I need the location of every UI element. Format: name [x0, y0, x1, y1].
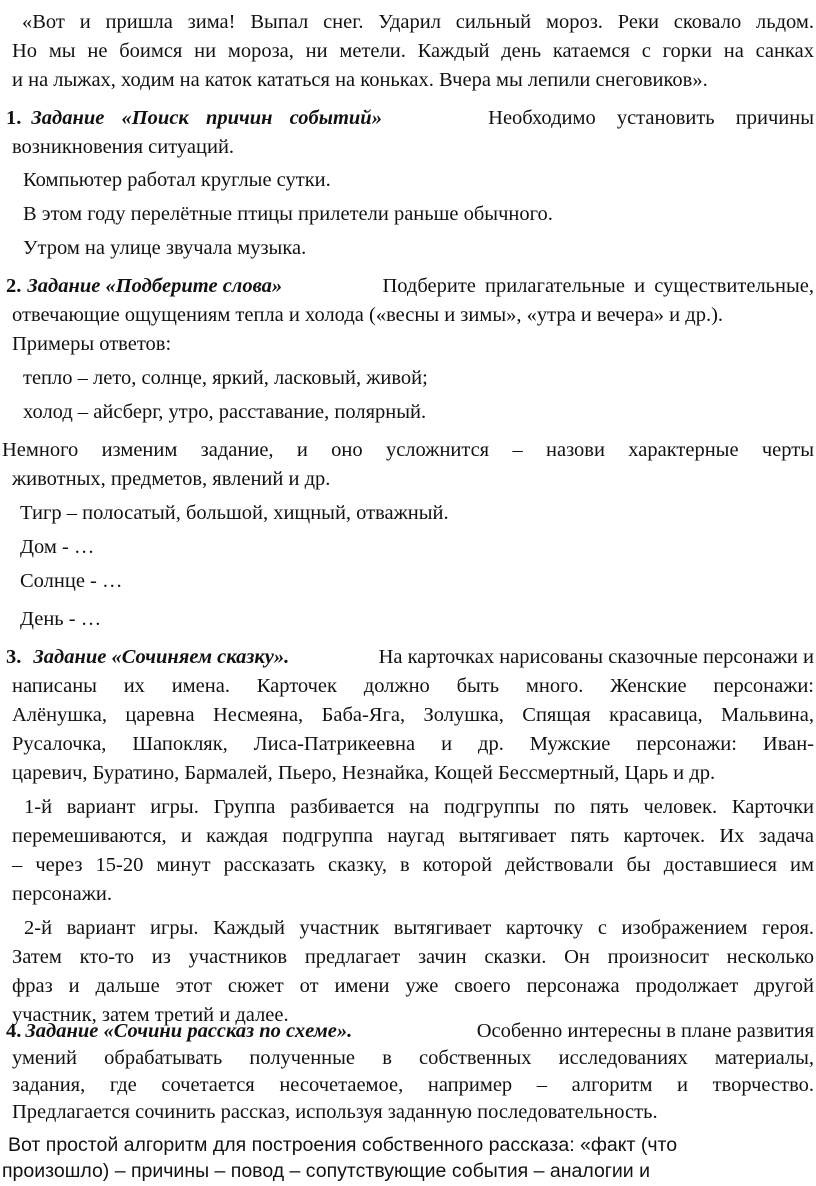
intro-line-1: «Вот и пришла зима! Выпал снег. Ударил сильный мороз. Реки сковало льдом. [22, 11, 814, 33]
task2-heading [6, 272, 814, 300]
task2-text-line-2: отвечающие ощущениям тепла и холода («весны и зимы», «утра и вечера» и др.). [12, 304, 724, 326]
task3-variant2-line-3: фраз и дальше этот сюжет от имени уже своего персонажа продолжает другой [12, 975, 814, 997]
task2-variant-line-2: животных, предметов, явлений и др. [12, 468, 331, 490]
task3-variant1-line-3: – через 15-20 минут рассказать сказку, в которой действовали бы доставшиеся им [12, 854, 814, 876]
task4-heading [6, 1017, 814, 1045]
task2-example-1: тепло – лето, солнце, яркий, ласковый, живой; [23, 367, 428, 389]
task2-variant-item-2: Дом - … [20, 536, 95, 558]
task3-text-line-1: На карточках нарисованы сказочные персонажи и [378, 646, 814, 668]
task1-item-3: Утром на улице звучала музыка. [23, 237, 307, 259]
task4-algorithm-line-2: произошло) – причины – повод – сопутствующие события – аналогии и [2, 1160, 650, 1182]
task4-text-line-3: задания, где сочетается несочетаемое, например – алгоритм и творчество. [12, 1074, 814, 1096]
task2-text-line-1: Подберите прилагательные и существительные, [382, 275, 814, 297]
task3-variant2-line-2: Затем кто-то из участников предлагает зачин сказки. Он произносит несколько [12, 946, 814, 968]
intro-line-3: и на лыжах, ходим на каток кататься на коньках. Вчера мы лепили снеговиков». [12, 69, 708, 91]
task4-text-line-4: Предлагается сочинить рассказ, используя заданную последовательность. [12, 1101, 658, 1123]
task3-variant1-line-2: перемешиваются, и каждая подгруппа наугад вытягивает пять карточек. Их задача [12, 825, 814, 847]
task4-text-line-1: Особенно интересны в плане развития [476, 1020, 814, 1042]
task1-heading [6, 104, 814, 132]
task4-number: 4. [6, 1020, 22, 1042]
task4-text-line-2: умений обрабатывать полученные в собственных исследованиях материалы, [12, 1047, 814, 1069]
task2-title: Задание «Подберите слова» [27, 275, 283, 297]
task3-variant2-line-4: участник, затем третий и далее. [12, 1004, 289, 1026]
intro-line-2: Но мы не боимся ни мороза, ни метели. Каждый день катаемся с горки на санках [12, 40, 814, 62]
task3-heading [6, 643, 814, 671]
task1-item-1: Компьютер работал круглые сутки. [23, 169, 331, 191]
task4-title: Задание «Сочини рассказ по схеме». [25, 1020, 353, 1042]
task2-variant-item-4: День - … [20, 608, 102, 630]
task3-variant1-line-1: 1-й вариант игры. Группа разбивается на подгруппы по пять человек. Карточки [24, 796, 814, 818]
task3-title: Задание «Сочиняем сказку». [33, 646, 290, 668]
task2-variant-item-3: Солнце - … [20, 570, 123, 592]
task3-text-line-2: написаны их имена. Карточек должно быть много. Женские персонажи: [12, 675, 814, 697]
task3-text-line-4: Русалочка, Шапокляк, Лиса-Патрикеевна и др. Мужские персонажи: Иван- [12, 733, 814, 755]
task2-variant-item-1: Тигр – полосатый, большой, хищный, отважный. [20, 502, 449, 524]
task3-variant2-line-1: 2-й вариант игры. Каждый участник вытягивает карточку с изображением героя. [24, 917, 814, 939]
task1-number: 1. [6, 107, 22, 129]
task3-variant1-line-4: персонажи. [12, 883, 112, 905]
task2-variant-line-1: Немного изменим задание, и оно усложнится – назови характерные черты [2, 439, 814, 461]
task3-number: 3. [6, 646, 22, 668]
task2-text-line-3: Примеры ответов: [12, 333, 172, 355]
task1-item-2: В этом году перелётные птицы прилетели раньше обычного. [23, 203, 553, 225]
task3-text-line-5: царевич, Буратино, Бармалей, Пьеро, Незнайка, Кощей Бессмертный, Царь и др. [12, 762, 716, 784]
task1-title: Задание «Поиск причин событий» [31, 107, 382, 129]
task3-text-line-3: Алёнушка, царевна Несмеяна, Баба-Яга, Золушка, Спящая красавица, Мальвина, [12, 704, 814, 726]
task1-text-line-2: возникновения ситуаций. [12, 136, 235, 158]
task4-algorithm-line-1: Вот простой алгоритм для построения собственного рассказа: «факт (что [8, 1134, 678, 1156]
task2-number: 2. [6, 275, 22, 297]
task2-example-2: холод – айсберг, утро, расставание, полярный. [23, 401, 427, 423]
task1-text-line-1: Необходимо установить причины [488, 107, 814, 129]
